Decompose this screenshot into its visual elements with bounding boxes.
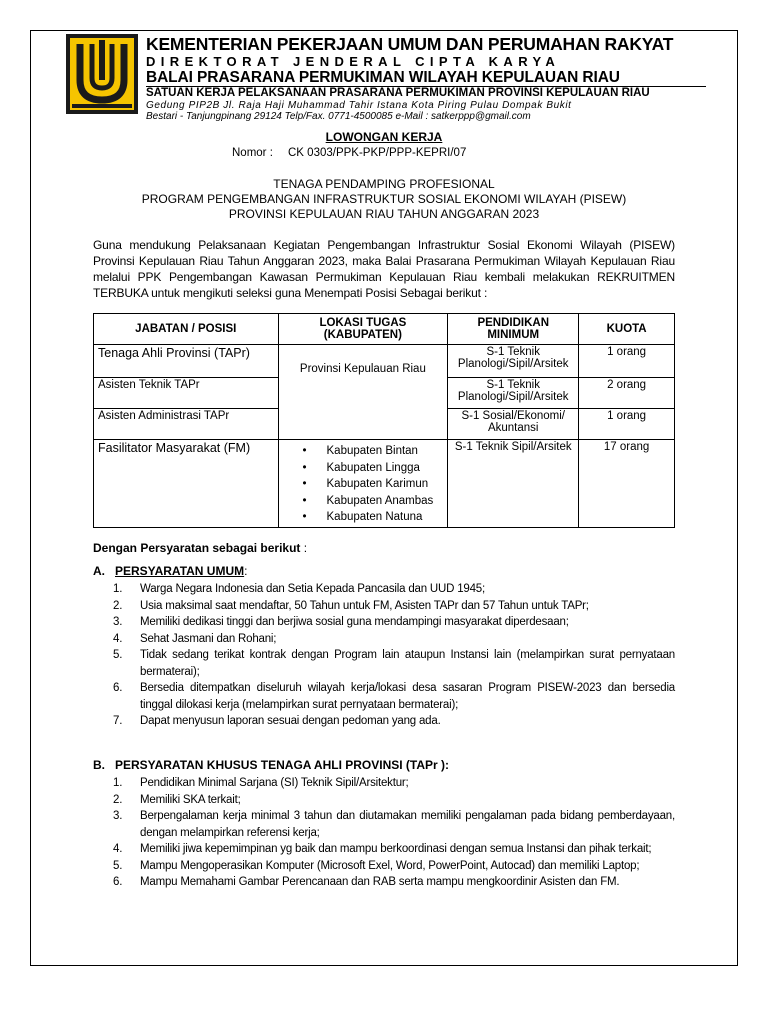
cell-kuota: 2 orang bbox=[579, 378, 675, 409]
cell-pendidikan: S-1 Teknik Sipil/Arsitek bbox=[448, 440, 579, 528]
list-item: 2. Usia maksimal saat mendaftar, 50 Tahun untuk FM, Asisten TAPr dan 57 Tahun untuk TAPr; bbox=[113, 599, 589, 612]
table-row bbox=[94, 440, 675, 528]
list-item: • Kabupaten Lingga bbox=[303, 460, 444, 477]
list-item: • Kabupaten Karimun bbox=[303, 476, 444, 493]
cell-jabatan: Asisten Teknik TAPr bbox=[94, 378, 279, 409]
header-kuota: KUOTA bbox=[579, 314, 675, 345]
requirements-intro-bold: Dengan Persyaratan sebagai berikut bbox=[93, 541, 301, 555]
subtitle-line-2: PROGRAM PENGEMBANGAN INFRASTRUKTUR SOSIAL EKONOMI WILAYAH (PISEW) bbox=[141, 192, 627, 206]
list-item: 2. Memiliki SKA terkait; bbox=[113, 793, 241, 806]
table-header-row bbox=[94, 314, 675, 345]
letterhead-satker: SATUAN KERJA PELAKSANAAN PRASARANA PERMUKIMAN PROVINSI KEPULAUAN RIAU bbox=[146, 86, 706, 100]
list-item: • Kabupaten Bintan bbox=[303, 443, 444, 460]
header-pendidikan: PENDIDIKAN MINIMUM bbox=[448, 314, 579, 345]
list-item: • Kabupaten Anambas bbox=[303, 493, 444, 510]
letterhead-address: Gedung PIP2B Jl. Raja Haji Muhammad Tahir Istana Kota Piring Pulau Dompak Bukit bbox=[146, 100, 572, 111]
section-b-heading bbox=[93, 758, 449, 772]
section-a-title: PERSYARATAN UMUM bbox=[115, 564, 245, 578]
table-row bbox=[94, 345, 675, 378]
cell-kuota: 1 orang bbox=[579, 345, 675, 378]
letterhead-directorate: DIREKTORAT JENDERAL CIPTA KARYA bbox=[146, 54, 561, 69]
list-item: 4. Memiliki jiwa kepemimpinan yg baik dan mampu berkoordinasi dengan semua Instansi dan pihak terkait; bbox=[113, 843, 652, 855]
cell-kuota: 1 orang bbox=[579, 409, 675, 440]
section-b-title: PERSYARATAN KHUSUS TENAGA AHLI PROVINSI (TAPr ): bbox=[115, 758, 450, 772]
section-a-list bbox=[113, 581, 675, 730]
intro-paragraph: Guna mendukung Pelaksanaan Kegiatan Pengembangan Infrastruktur Sosial Ekonomi Wilayah (PISEW) Provinsi Kepulauan Riau Tahun Anggaran 2023, maka Balai Prasarana Permukiman Wilayah Kepulauan Riau melalui PPK Pengembangan Kawasan Permukiman Kepulauan Riau kembali melakukan REKRUITMEN TERBUKA untuk mengikuti seleksi guna Menempati Posisi Sebagai berikut : bbox=[93, 238, 675, 300]
list-item: 6. Bersedia ditempatkan diseluruh wilayah kerja/lokasi desa sasaran Program PISEW-2023 dan bersedia tinggal dilokasi kerja (melampirkan surat pernyataan bermaterai); bbox=[113, 682, 675, 711]
list-item: 3. Memiliki dedikasi tinggi dan berjiwa sosial guna mendampingi masyarakat diperdesaan; bbox=[113, 616, 569, 628]
document-number-label: Nomor : bbox=[232, 147, 273, 159]
document-title: LOWONGAN KERJA bbox=[325, 130, 443, 144]
requirements-intro-colon: : bbox=[300, 541, 308, 555]
letterhead-contact: Bestari - Tanjungpinang 29124 Telp/Fax. 0771-4500085 e-Mail : satkerppp@gmail.com bbox=[146, 111, 531, 122]
list-item: 3. Berpengalaman kerja minimal 3 tahun dan diutamakan memiliki pengalaman pada bidang pemberdayaan, dengan melampirkan referensi kerja; bbox=[113, 810, 675, 839]
list-item: 5. Mampu Mengoperasikan Komputer (Microsoft Exel, Word, PowerPoint, Autocad) dan memiliki Laptop; bbox=[113, 859, 640, 872]
header-jabatan: JABATAN / POSISI bbox=[94, 314, 279, 345]
cell-jabatan: Asisten Administrasi TAPr bbox=[94, 409, 279, 440]
letterhead-ministry: KEMENTERIAN PEKERJAAN UMUM DAN PERUMAHAN RAKYAT bbox=[146, 34, 674, 54]
list-item: 4. Sehat Jasmani dan Rohani; bbox=[113, 632, 277, 645]
position-table bbox=[93, 313, 675, 528]
letterhead-balai: BALAI PRASARANA PERMUKIMAN WILAYAH KEPULAUAN RIAU bbox=[146, 69, 620, 86]
cell-pendidikan: S-1 Sosial/Ekonomi/ Akuntansi bbox=[448, 409, 579, 440]
document-number bbox=[232, 147, 466, 159]
list-item: 7. Dapat menyusun laporan sesuai dengan pedoman yang ada. bbox=[113, 715, 441, 727]
section-a-colon: : bbox=[244, 564, 248, 578]
section-a-heading bbox=[93, 564, 247, 578]
cell-kuota: 17 orang bbox=[579, 440, 675, 528]
section-b-letter: B. bbox=[93, 758, 105, 772]
cell-jabatan: Fasilitator Masyarakat (FM) bbox=[94, 440, 279, 528]
list-item: 6. Mampu Memahami Gambar Perencanaan dan RAB serta mampu mengkoordinir Asisten dan FM. bbox=[113, 876, 620, 888]
section-a-letter: A. bbox=[93, 564, 105, 578]
document-number-value: CK 0303/PPK-PKP/PPP-KEPRI/07 bbox=[288, 147, 467, 159]
section-b-list bbox=[113, 775, 675, 891]
requirements-intro bbox=[93, 541, 307, 555]
cell-pendidikan: S-1 Teknik Planologi/Sipil/Arsitek bbox=[448, 378, 579, 409]
list-item: 1. Pendidikan Minimal Sarjana (SI) Teknik Sipil/Arsitektur; bbox=[113, 777, 409, 789]
subtitle-line-1: TENAGA PENDAMPING PROFESIONAL bbox=[273, 177, 495, 191]
list-item: 5. Tidak sedang terikat kontrak dengan Program lain ataupun Instansi lain (melampirkan surat pernyataan bermaterai); bbox=[113, 649, 675, 678]
list-item: 1. Warga Negara Indonesia dan Setia Kepada Pancasila dan UUD 1945; bbox=[113, 583, 485, 595]
subtitle-line-3: PROVINSI KEPULAUAN RIAU TAHUN ANGGARAN 2023 bbox=[228, 207, 540, 221]
cell-pendidikan: S-1 Teknik Planologi/Sipil/Arsitek bbox=[448, 345, 579, 378]
list-item: • Kabupaten Natuna bbox=[303, 509, 444, 526]
cell-lokasi-provinsi: Provinsi Kepulauan Riau bbox=[278, 345, 448, 440]
cell-lokasi-kabupaten bbox=[278, 440, 448, 528]
header-lokasi: LOKASI TUGAS (KABUPATEN) bbox=[278, 314, 448, 345]
ministry-logo-icon bbox=[66, 34, 138, 114]
kabupaten-list bbox=[283, 443, 444, 526]
letterhead bbox=[66, 34, 706, 120]
cell-jabatan: Tenaga Ahli Provinsi (TAPr) bbox=[94, 345, 279, 378]
